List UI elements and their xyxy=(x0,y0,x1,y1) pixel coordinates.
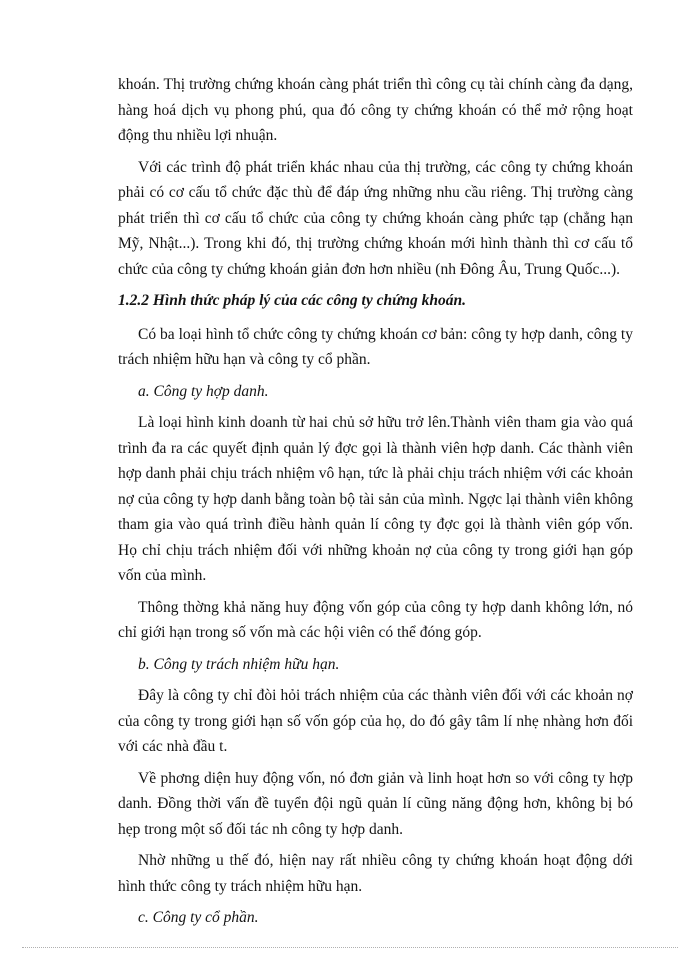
paragraph-continuation: khoán. Thị trường chứng khoán càng phát triển thì công cụ tài chính càng đa dạng, hàng hoá dịch vụ phong phú, qua đó công ty chứng khoán có thể mở rộng hoạt động thu nhiều lợi nhuận. xyxy=(118,76,633,144)
paragraph-partnership-capital: Thông thờng khả năng huy động vốn góp của công ty hợp danh không lớn, nó chỉ giới hạn trong số vốn mà các hội viên có thể đóng góp. xyxy=(118,598,633,641)
paragraph-partnership-definition: Là loại hình kinh doanh từ hai chủ sở hữu trở lên.Thành viên tham gia vào quá trình đa ra các quyết định quản lý đợc gọi là thành viên hợp danh. Các thành viên hợp danh phải chịu trách nhiệm vô hạn, tức là phải chịu trách nhiệm với các khoản nợ của công ty hợp danh bằng toàn bộ tài sản của mình. Ngợc lại thành viên không tham gia vào quá trình điều hành quản lí công ty đợc gọi là thành viên góp vốn. Họ chỉ chịu trách nhiệm đối với những khoản nợ của công ty trong giới hạn góp vốn của mình. xyxy=(118,414,633,584)
section-heading-legal-forms: 1.2.2 Hình thức pháp lý của các công ty chứng khoán. xyxy=(118,292,466,309)
paragraph-llc-definition: Đây là công ty chỉ đòi hỏi trách nhiệm của các thành viên đối với các khoản nợ của công ty trong giới hạn số vốn góp của họ, do đó gây tâm lí nhẹ nhàng hơn đối với các nhà đầu t. xyxy=(118,687,633,755)
document-page xyxy=(118,72,633,937)
paragraph-market-development: Với các trình độ phát triển khác nhau của thị trường, các công ty chứng khoán phải có cơ cấu tổ chức đặc thù để đáp ứng những nhu cầu riêng. Thị trường càng phát triển thì cơ cấu tổ chức của công ty chứng khoán càng phức tạp (chẳng hạn Mỹ, Nhật...). Trong khi đó, thị trường chứng khoán mới hình thành thì cơ cấu tổ chức của công ty chứng khoán giản đơn hơn nhiều (nh Đông Âu, Trung Quốc...). xyxy=(118,158,633,278)
subheading-limited-liability: b. Công ty trách nhiệm hữu hạn. xyxy=(138,655,340,673)
subheading-joint-stock: c. Công ty cổ phần. xyxy=(138,909,259,926)
subheading-partnership: a. Công ty hợp danh. xyxy=(138,382,269,400)
paragraph-llc-advantages: Nhờ những u thế đó, hiện nay rất nhiều công ty chứng khoán hoạt động dới hình thức công ty trách nhiệm hữu hạn. xyxy=(118,852,633,895)
paragraph-llc-capital: Về phơng diện huy động vốn, nó đơn giản và linh hoạt hơn so với công ty hợp danh. Đồng thời vấn đề tuyển đội ngũ quản lí cũng năng động hơn, không bị bó hẹp trong một số đối tác nh công ty hợp danh. xyxy=(118,769,633,838)
paragraph-three-types: Có ba loại hình tổ chức công ty chứng khoán cơ bản: công ty hợp danh, công ty trách nhiệm hữu hạn và công ty cổ phần. xyxy=(118,325,633,368)
page-bottom-divider xyxy=(22,947,678,948)
